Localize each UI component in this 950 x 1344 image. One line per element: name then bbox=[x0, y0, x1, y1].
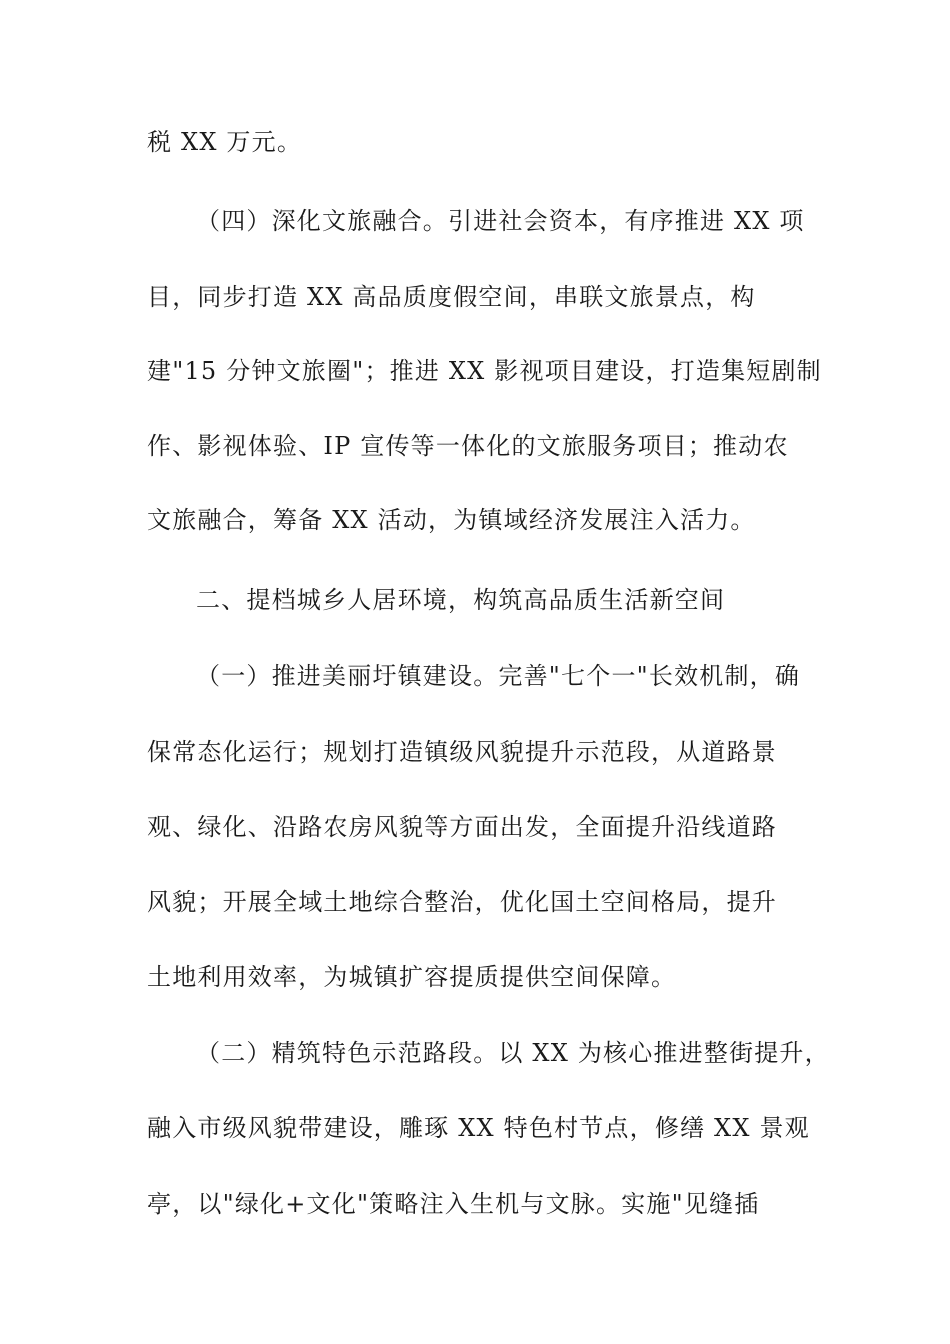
chapter-heading-line: 二、提档城乡人居环境，构筑高品质生活新空间 bbox=[196, 586, 726, 614]
text-line: 目，同步打造 XX 高品质度假空间，串联文旅景点，构 bbox=[147, 283, 756, 311]
section-heading-line: （二）精筑特色示范路段。以 XX 为核心推进整街提升， bbox=[196, 1039, 830, 1067]
text-line: 建"15 分钟文旅圈"；推进 XX 影视项目建设，打造集短剧制 bbox=[147, 357, 822, 385]
section-heading-line: （四）深化文旅融合。引进社会资本，有序推进 XX 项 bbox=[196, 207, 805, 235]
text-line: 风貌；开展全域土地综合整治，优化国土空间格局，提升 bbox=[147, 888, 777, 916]
section-heading-line: （一）推进美丽圩镇建设。完善"七个一"长效机制，确 bbox=[196, 662, 801, 690]
text-line: 文旅融合，筹备 XX 活动，为镇域经济发展注入活力。 bbox=[147, 506, 756, 534]
text-line: 作、影视体验、IP 宣传等一体化的文旅服务项目；推动农 bbox=[147, 432, 789, 460]
text-line: 保常态化运行；规划打造镇级风貌提升示范段，从道路景 bbox=[147, 738, 777, 766]
text-line: 土地利用效率，为城镇扩容提质提供空间保障。 bbox=[147, 963, 677, 991]
text-line: 亭，以"绿化+文化"策略注入生机与文脉。实施"见缝插 bbox=[147, 1190, 760, 1218]
text-line: 税 XX 万元。 bbox=[147, 128, 303, 156]
text-line: 观、绿化、沿路农房风貌等方面出发，全面提升沿线道路 bbox=[147, 813, 777, 841]
text-line: 融入市级风貌带建设，雕琢 XX 特色村节点，修缮 XX 景观 bbox=[147, 1114, 810, 1142]
